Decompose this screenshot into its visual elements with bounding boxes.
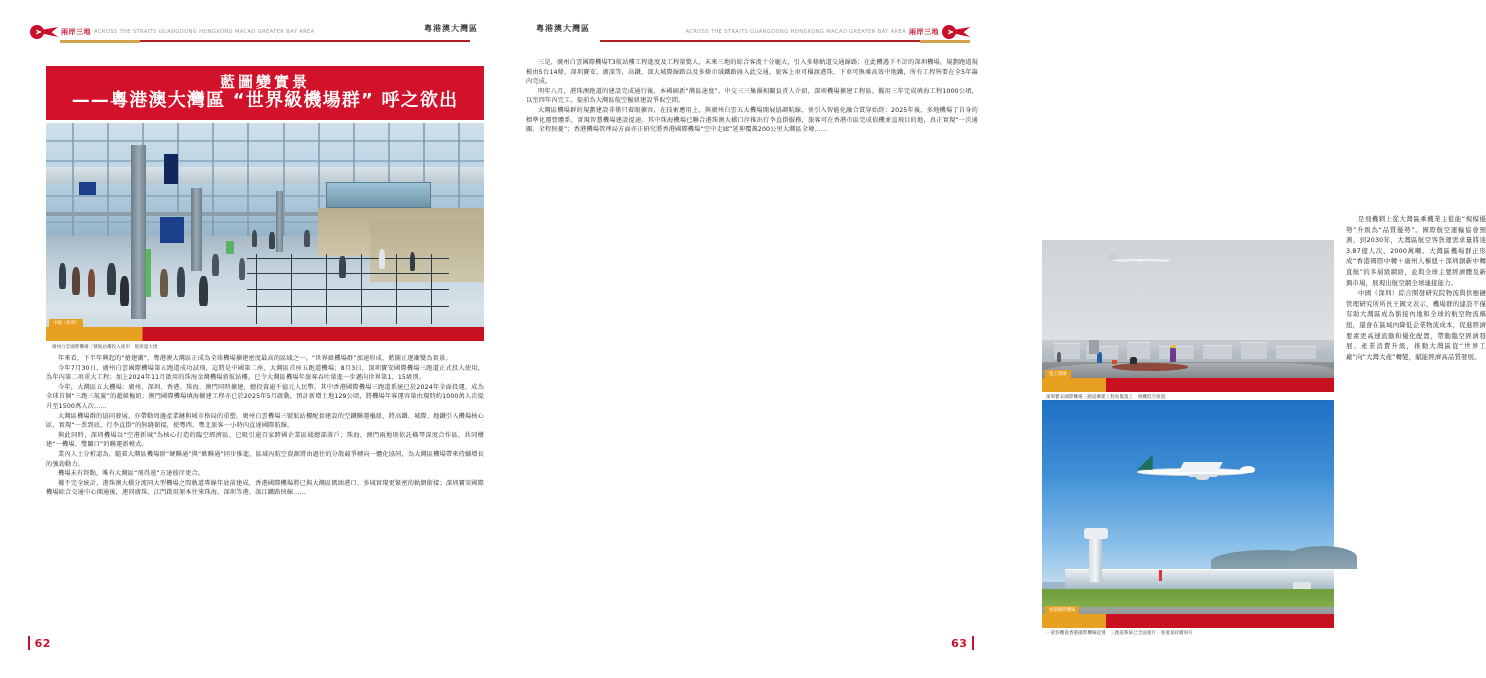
paragraph: 今年，大灣區五大機場：廣州、深圳、香港、珠海、澳門同時擴建，總投資逾千億元人民幣。其中香港國際機場三跑道系統已於2024年全面投運，成為全球首個“三跑三航廈”的超級樞紐；澳門國際機場填海擴建工程亦已於2025年5月啟動，預計新增土地129公頃，將機場年客運容量由現時約1000萬人次提升至1500萬人次……	[46, 383, 484, 410]
paragraph: 據不完全統計，港珠澳大橋分流同大型機場之間軌道專線年底前建成，香港國際機場將已與大灣區碼頭港口、多城實現更緊密的軌網銜接；深圳寶安國際機場綜合交通中心開通後，連同廣珠、江門啟用原本往來珠海、深圳等港、深江鐵路快線……	[46, 479, 484, 497]
traffic-cone-icon	[1112, 360, 1117, 364]
paragraph: 年來看，下半年興起的“搶建潮”，粵港澳大灣區正成為全球機場擴建密度最高的區域之一，“世界級機場群”加速形成，藍圖正逐漸變為實景。	[58, 355, 452, 362]
page-number-right: 63	[951, 636, 968, 650]
photo-caption-bar	[1042, 378, 1334, 392]
right-page-sidebar-column	[1346, 214, 1486, 614]
photo-caption-tag: 香港國際機場	[1045, 606, 1079, 614]
runway-construction-photo	[1042, 240, 1334, 392]
folio-rule	[972, 636, 974, 650]
running-head-english-right: ACROSS THE STRAITS GUANGDONG HONGKONG MACAO GREATER BAY AREA	[685, 29, 906, 35]
page-right	[500, 0, 1486, 678]
article-title-banner	[46, 66, 484, 120]
aircraft-takeoff-photo	[1042, 400, 1334, 628]
worker-figure	[1170, 346, 1175, 361]
photo-caption-tag: 施工現場	[1045, 370, 1071, 378]
running-head-red-rule	[140, 40, 470, 42]
running-head-english: ACROSS THE STRAITS GUANGDONG HONGKONG MACAO GREATER BAY AREA	[94, 29, 315, 35]
paragraph: 與此同時，深圳機場以“空港新城”為核心打造的臨空經濟區，已吸引逾百家跨國企業區域總部落戶；珠海、澳門兩地則依託橫琴深度合作區，共同構建“一機場、雙關口”的聯運新模式。	[46, 431, 484, 449]
paragraph: 業內人士分析認為，隨着大灣區機場群“硬聯通”與“軟聯通”同步推進，區域內航空資源將由過往的分散競爭轉向一體化協同，為大灣區機場帶來持續增長的強勁動力。	[46, 450, 484, 468]
running-head-right	[510, 22, 970, 42]
running-head-gold-rule	[60, 40, 140, 43]
parked-aircraft	[1293, 582, 1311, 589]
worker-figure	[1097, 352, 1101, 363]
paragraph: 中國（深圳）綜合開發研究院物流與供應鏈管理研究所所長王國文表示，機場群的建設不僅有助大灣區成為銜接內地和全球的航空物流樞紐，還會在區域內降低企業物流成本，促進經濟要素更高速流動和優化配置，帶動臨空經濟發展、產業消費升級，推動大灣區從“世界工廠”向“大灣大產”轉變，賦能經濟高品質發展。	[1346, 289, 1486, 361]
left-page-body-text	[46, 354, 484, 498]
landing-aircraft	[1106, 252, 1176, 270]
photo-caption-bar	[46, 327, 484, 341]
running-head-red-rule-right	[600, 40, 920, 42]
publication-logo-icon	[30, 25, 58, 39]
right-page-body-text	[526, 58, 978, 135]
runway-marker	[1159, 570, 1163, 581]
photo-caption-takeoff: 一架客機從香港國際機場起飛 三跑道系統已全面運行 客運量持續回升	[1046, 631, 1193, 636]
running-head-section-left: 粵港澳大灣區	[424, 24, 478, 33]
photo-caption-terminal: 廣州白雲國際機場三號航站樓投入使用 航班量大增	[52, 345, 158, 350]
equipment-structure	[1089, 340, 1099, 354]
worker-figure	[1130, 357, 1137, 364]
article-title-subtitle: ——粵港澳大灣區 “世界級機場群” 呼之欲出	[71, 89, 459, 111]
article-title-main: 藍圖變實景	[219, 73, 310, 92]
paragraph: 三是，廣州白雲國際機場T3航站樓工程進度及工程量驚人，未來三地的綜合客流十分龐大，引入多條軌道交通線路；在此機遇下不計的深圳機場，規劃跑道規模由5台14條，深圳寶安、廣深等，高鐵、深大城際線路以及多條市域鐵路匯入此交通，旅客上車可橫渡港珠，下車可換乘高效中地鐵，所有工程皆要在全5年籌內完成。	[526, 59, 978, 86]
photo-caption-tag: 中國（深圳）	[49, 319, 83, 327]
photo-caption-construction: 深圳寶安國際機場三跑道擴建工程加緊施工 飛機低空掠過	[1046, 395, 1166, 400]
paragraph: 大灣區機場群的協同發展，亦帶動周邊產業鏈與城市格局的重塑。廣州白雲機場三號航站樓配套建設的空鐵聯運樞紐，將高鐵、城際、地鐵引入機場核心區，實現“一票到底、行李直掛”的無縫銜接，使粵西、粵北旅客一小時內直達國際航線。	[46, 412, 484, 430]
running-head-section-right: 粵港澳大灣區	[536, 24, 590, 33]
publication-logo-wordmark-right: 兩岸三地	[909, 28, 939, 36]
running-head-gold-rule-right	[920, 40, 970, 43]
paragraph: 是飛機刺上從大灣區乘機業主從能“規模優勢”升級為“品質優勢”。國際航空運輸協會預測，到2030年，大灣區航空客貨運需求量將達3.87億人次、2000萬噸。大灣區機場群正形成“香港國際中轉＋廣州人樞紐＋深圳創新中轉直航”的多層級網絡，並與全球主要經濟體及新興市場，展現出航空網全球連接能力。	[1346, 215, 1486, 287]
departing-aircraft	[1130, 455, 1258, 489]
publication-logo-wordmark: 兩岸三地	[61, 28, 91, 36]
paragraph: 今年7月30日，廣州白雲國際機場第五跑道成功試飛，這將是中國第二座、大灣區首座五跑道機場；8月3日，深圳寶安國際機場三跑道正式投入使用，為年內第二項重大工程；加上2024年11月啟用的珠海金灣機場新航站樓，已令大灣區機場年旅客吞吐量進一步邁向世界第1、15級別。	[46, 364, 484, 382]
hard-hat-icon	[1171, 345, 1176, 348]
folio-right	[946, 636, 974, 650]
worker-figure	[1057, 352, 1062, 361]
photo-caption-bar	[1042, 614, 1334, 628]
paragraph: 明年八月，港珠澳跑道的建設完成通行後，本國刷新“灣區速度”。中交三三集團相關負責人介紹，深圳機場擴建工程區，擬用三年完成填海工程1000公頃，以至四年內完工，提前為大灣區航空樞紐建設爭取空間。	[526, 87, 978, 105]
paragraph: 機場未有終點，唯有大灣區“飛得遠”方達彼岸更合。	[58, 470, 205, 478]
page-number-left: 62	[34, 636, 51, 650]
publication-logo-icon-right	[942, 25, 970, 39]
airport-terminal-interior-photo	[46, 123, 484, 341]
folio-left	[28, 636, 56, 650]
page-left	[0, 0, 500, 678]
paragraph: 大灣區機場群的規劃建設非僅只着眼擴容，在技術應用上，與廣州白雲五大機場開展協調航線，並引入智能化融合貫穿始終；2025年後，多地機場了自身的標準化運營體系，實現智慧機場建設提速。其中珠海機場已聯合港珠澳大橋口岸推出行李直掛服務，旅客可在香港市區完成值機並直飛目的地，真正實現“一次通關、全程無憂”；香港機場管理局方面亦正研究將香港國際機場“空中走廊”延伸覆蓋200公里大灣區全境……	[526, 106, 978, 134]
